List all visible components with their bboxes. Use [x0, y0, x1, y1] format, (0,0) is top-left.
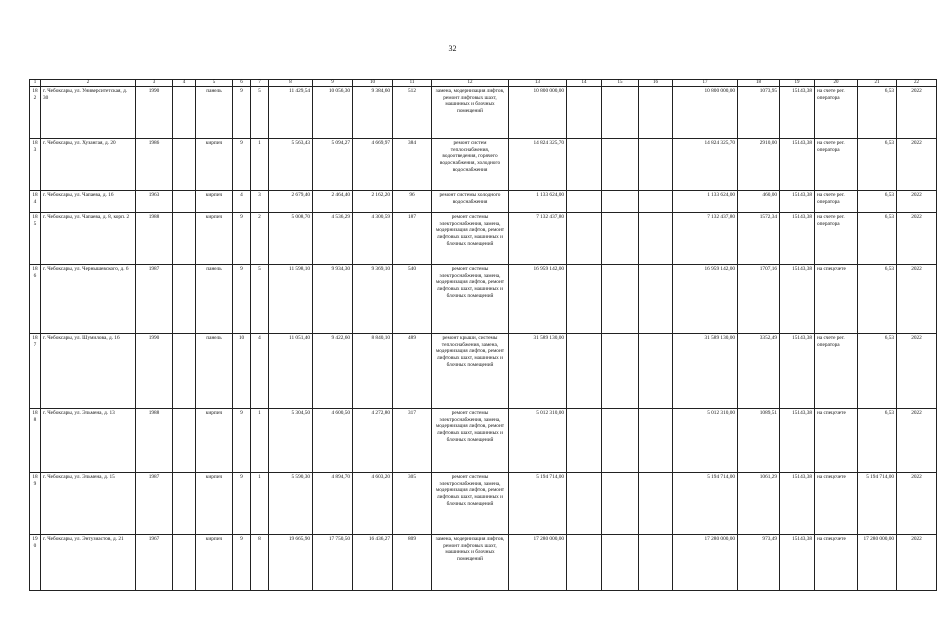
capital-repair-table — [29, 79, 937, 591]
table-cell — [173, 334, 196, 409]
table-cell: 6,53 — [858, 334, 897, 409]
table-cell — [567, 409, 602, 473]
table-cell: 16 436,27 — [353, 535, 393, 591]
table-cell: г. Чебоксары, ул. Университетская, д. 30 — [41, 87, 136, 139]
table-cell: 14 824 325,70 — [509, 139, 567, 191]
column-number: 18 — [738, 80, 780, 87]
table-cell: ремонт системы электроснабжения, замена, модернизация лифтов, ремонт лифтовых шахт, машинных и блочных помещений — [432, 265, 509, 334]
table-cell — [567, 191, 602, 213]
table-cell: 489 — [393, 334, 432, 409]
table-cell: 2022 — [897, 473, 937, 535]
table-cell: 4 600,50 — [313, 409, 353, 473]
table-cell — [602, 409, 639, 473]
table-cell: 9 369,10 — [353, 265, 393, 334]
table-cell: 1707,16 — [738, 265, 780, 334]
table-cell: 7 132 437,80 — [673, 213, 738, 265]
column-number: 7 — [251, 80, 269, 87]
table-cell: 9 — [233, 265, 251, 334]
table-cell: 1 — [251, 473, 269, 535]
table-cell: 15143,38 — [780, 409, 815, 473]
table-cell: 9 — [233, 139, 251, 191]
table-cell: 10 — [233, 334, 251, 409]
column-number: 5 — [196, 80, 233, 87]
table-cell: 9 384,60 — [353, 87, 393, 139]
table-cell — [602, 334, 639, 409]
table-cell: 2 464,40 — [313, 191, 353, 213]
column-number: 19 — [780, 80, 815, 87]
table-cell: 1963 — [136, 191, 173, 213]
column-number: 9 — [313, 80, 353, 87]
table-cell: на счете рег. оператора — [815, 334, 858, 409]
column-number: 12 — [432, 80, 509, 87]
table-cell: 4 — [251, 334, 269, 409]
column-number: 4 — [173, 80, 196, 87]
table-cell: г. Чебоксары, ул. Чапаева, д. 16 — [41, 191, 136, 213]
table-cell — [639, 334, 673, 409]
table-cell: 17 750,50 — [313, 535, 353, 591]
table-cell: на спецсчете — [815, 265, 858, 334]
table-cell: 11 051,40 — [269, 334, 313, 409]
table-cell — [173, 473, 196, 535]
table-cell — [567, 473, 602, 535]
table-cell — [567, 535, 602, 591]
table-cell: 183 — [30, 139, 41, 191]
table-cell: кирпич — [196, 535, 233, 591]
table-cell: г. Чебоксары, ул. Эльмена, д. 13 — [41, 409, 136, 473]
table-cell: 5 194 714,00 — [673, 473, 738, 535]
table-cell: 512 — [393, 87, 432, 139]
table-cell: панель — [196, 265, 233, 334]
table-cell: 5 590,30 — [269, 473, 313, 535]
column-number-row — [30, 80, 937, 87]
table-cell: 973,49 — [738, 535, 780, 591]
table-cell: 460,00 — [738, 191, 780, 213]
table-cell — [567, 334, 602, 409]
table-cell: 9 — [233, 473, 251, 535]
table-cell — [639, 265, 673, 334]
column-number: 20 — [815, 80, 858, 87]
table-cell — [639, 139, 673, 191]
table-cell: 2 162,20 — [353, 191, 393, 213]
table-cell — [567, 87, 602, 139]
column-number: 8 — [269, 80, 313, 87]
column-number: 14 — [567, 80, 602, 87]
table-cell: 1 — [251, 409, 269, 473]
table-cell: 2022 — [897, 535, 937, 591]
table-cell: 4 669,97 — [353, 139, 393, 191]
table-cell: 15143,38 — [780, 265, 815, 334]
table-cell: 1089,51 — [738, 409, 780, 473]
table-cell: 2022 — [897, 334, 937, 409]
table-cell: ремонт системы электроснабжения, замена, модернизация лифтов, ремонт лифтовых шахт, машинных и блочных помещений — [432, 473, 509, 535]
table-cell: 1 133 624,00 — [509, 191, 567, 213]
table-cell — [173, 191, 196, 213]
table-cell: 11 598,10 — [269, 265, 313, 334]
table-row — [30, 139, 937, 191]
table-cell: 6,53 — [858, 213, 897, 265]
table-cell — [173, 213, 196, 265]
table-cell: 189 — [30, 473, 41, 535]
table-cell: 8 840,10 — [353, 334, 393, 409]
column-number: 22 — [897, 80, 937, 87]
table-cell: 809 — [393, 535, 432, 591]
table-cell: 6,53 — [858, 191, 897, 213]
table-cell: 3 — [251, 191, 269, 213]
table-cell — [173, 265, 196, 334]
table-cell: 5 194 714,00 — [858, 473, 897, 535]
column-number: 10 — [353, 80, 393, 87]
table-cell: 4 603,20 — [353, 473, 393, 535]
table-cell: 187 — [30, 334, 41, 409]
table-cell: на счете рег. оператора — [815, 191, 858, 213]
table-cell — [602, 213, 639, 265]
table-cell: 2022 — [897, 139, 937, 191]
column-number: 16 — [639, 80, 673, 87]
table-cell — [639, 213, 673, 265]
table-cell: замена, модернизация лифтов, ремонт лифтовых шахт, машинных и блочных помещений — [432, 535, 509, 591]
table-cell: 10 800 000,00 — [509, 87, 567, 139]
table-cell: 9 422,60 — [313, 334, 353, 409]
table-cell: 305 — [393, 473, 432, 535]
table-cell: кирпич — [196, 473, 233, 535]
table-cell — [639, 473, 673, 535]
table-cell: 4 536,29 — [313, 213, 353, 265]
table-cell: 15143,38 — [780, 334, 815, 409]
table-cell: на счете рег. оператора — [815, 213, 858, 265]
table-cell: 9 — [233, 87, 251, 139]
table-cell: ремонт системы электроснабжения, замена, модернизация лифтов, ремонт лифтовых шахт, машинных и блочных помещений — [432, 213, 509, 265]
table-cell: 3352,49 — [738, 334, 780, 409]
table-cell: 1967 — [136, 535, 173, 591]
column-number: 3 — [136, 80, 173, 87]
table-cell: 1990 — [136, 87, 173, 139]
table-cell: 16 959 142,00 — [509, 265, 567, 334]
table-cell: кирпич — [196, 213, 233, 265]
table-cell: 2 — [251, 213, 269, 265]
table-cell: 5 012 310,00 — [673, 409, 738, 473]
table-cell: 2910,00 — [738, 139, 780, 191]
table-cell: на спецсчете — [815, 473, 858, 535]
table-cell: 1988 — [136, 409, 173, 473]
table-cell: 317 — [393, 409, 432, 473]
table-cell: 9 934,30 — [313, 265, 353, 334]
table-cell: ремонт системы холодного водоснабжения — [432, 191, 509, 213]
table-cell: 31 589 130,00 — [509, 334, 567, 409]
table-cell: 15143,38 — [780, 87, 815, 139]
table-cell — [173, 87, 196, 139]
column-number: 13 — [509, 80, 567, 87]
table-cell: 1572,34 — [738, 213, 780, 265]
column-number: 21 — [858, 80, 897, 87]
table-cell: 15143,38 — [780, 139, 815, 191]
table-cell — [602, 139, 639, 191]
table-cell: 1988 — [136, 213, 173, 265]
table-cell: 4 — [233, 191, 251, 213]
table-cell: ремонт систем теплоснабжения, водоотведения, горячего водоснабжения, холодного водоснабжения — [432, 139, 509, 191]
table-cell: 10 056,30 — [313, 87, 353, 139]
table-cell — [639, 87, 673, 139]
table-cell: 17 280 000,00 — [858, 535, 897, 591]
table-cell — [602, 535, 639, 591]
table-cell: 1990 — [136, 334, 173, 409]
table-cell: кирпич — [196, 139, 233, 191]
table-cell: 2022 — [897, 87, 937, 139]
table-cell — [602, 191, 639, 213]
table-cell: кирпич — [196, 409, 233, 473]
table-cell: панель — [196, 334, 233, 409]
table-row — [30, 191, 937, 213]
table-cell: 7 132 437,80 — [509, 213, 567, 265]
table-cell: 540 — [393, 265, 432, 334]
column-number: 11 — [393, 80, 432, 87]
table-cell: 190 — [30, 535, 41, 591]
table-cell: 9 — [233, 409, 251, 473]
table-cell: 2022 — [897, 265, 937, 334]
table-row — [30, 87, 937, 139]
table-cell: 16 959 142,00 — [673, 265, 738, 334]
table-cell: 188 — [30, 409, 41, 473]
table-cell: 11 429,54 — [269, 87, 313, 139]
table-cell: 6,53 — [858, 139, 897, 191]
table-cell: г. Чебоксары, ул. Эльмена, д. 15 — [41, 473, 136, 535]
table-cell: г. Чебоксары, ул. Чернышевского, д. 6 — [41, 265, 136, 334]
table-cell: ремонт крыши, системы теплоснабжения, замена, модернизация лифтов, ремонт лифтовых шахт, машинных и блочных помещений — [432, 334, 509, 409]
table-cell: 5 012 310,00 — [509, 409, 567, 473]
table-cell: 6,53 — [858, 87, 897, 139]
table-cell: 9 — [233, 535, 251, 591]
table-cell: г. Чебоксары, ул. Шумилова, д. 16 — [41, 334, 136, 409]
table-cell: 1 133 624,00 — [673, 191, 738, 213]
table-cell: 2 679,40 — [269, 191, 313, 213]
table-cell: 5 — [251, 265, 269, 334]
table-cell: 17 280 000,00 — [673, 535, 738, 591]
table-cell: 2022 — [897, 213, 937, 265]
table-cell: 31 589 130,00 — [673, 334, 738, 409]
table-row — [30, 535, 937, 591]
table-cell: 4 894,70 — [313, 473, 353, 535]
table-cell: 5 008,70 — [269, 213, 313, 265]
table-cell: на счете рег. оператора — [815, 139, 858, 191]
table-cell: 5 194 714,00 — [509, 473, 567, 535]
table-cell: панель — [196, 87, 233, 139]
table-cell — [173, 409, 196, 473]
table-cell: 15143,38 — [780, 213, 815, 265]
table-cell: 5 563,43 — [269, 139, 313, 191]
table-cell: 8 — [251, 535, 269, 591]
table-cell: на счете рег. оператора — [815, 87, 858, 139]
table-cell: на спецсчете — [815, 409, 858, 473]
table-cell: 184 — [30, 191, 41, 213]
table-cell: замена, модернизация лифтов, ремонт лифтовых шахт, машинных и блочных помещений — [432, 87, 509, 139]
table-row — [30, 334, 937, 409]
table-cell — [173, 535, 196, 591]
table-cell: 10 800 000,00 — [673, 87, 738, 139]
table-cell: 4 300,59 — [353, 213, 393, 265]
table-cell: 5 — [251, 87, 269, 139]
table-cell: г. Чебоксары, ул. Чапаева, д. 8, корп. 2 — [41, 213, 136, 265]
column-number: 2 — [41, 80, 136, 87]
table-cell: 15143,38 — [780, 191, 815, 213]
page-number: 32 — [448, 44, 457, 53]
table-cell: ремонт системы электроснабжения, замена, модернизация лифтов, ремонт лифтовых шахт, машинных и блочных помещений — [432, 409, 509, 473]
table-cell: 6,53 — [858, 265, 897, 334]
table-cell: 15143,38 — [780, 535, 815, 591]
column-number: 17 — [673, 80, 738, 87]
table-cell: 14 824 325,70 — [673, 139, 738, 191]
table-cell: 384 — [393, 139, 432, 191]
table-cell: 9 — [233, 213, 251, 265]
table-cell — [602, 265, 639, 334]
table-cell: 1061,29 — [738, 473, 780, 535]
table-cell: 185 — [30, 213, 41, 265]
table-cell: 1 — [251, 139, 269, 191]
column-number: 1 — [30, 80, 41, 87]
table-cell: 17 280 000,00 — [509, 535, 567, 591]
table-cell: 1987 — [136, 265, 173, 334]
table-cell: 19 665,90 — [269, 535, 313, 591]
column-number: 6 — [233, 80, 251, 87]
table-cell — [602, 87, 639, 139]
table-cell: на спецсчете — [815, 535, 858, 591]
table-cell — [639, 535, 673, 591]
table-cell: 182 — [30, 87, 41, 139]
table-cell — [567, 139, 602, 191]
table-row — [30, 473, 937, 535]
table-cell — [173, 139, 196, 191]
table-cell: 187 — [393, 213, 432, 265]
table-cell — [639, 191, 673, 213]
table-cell: 2022 — [897, 409, 937, 473]
table-row — [30, 265, 937, 334]
table-cell: кирпич — [196, 191, 233, 213]
table-row — [30, 409, 937, 473]
table-cell: 1986 — [136, 139, 173, 191]
table-cell: 5 304,50 — [269, 409, 313, 473]
table-cell: 186 — [30, 265, 41, 334]
table-cell: 1987 — [136, 473, 173, 535]
table-cell: 2022 — [897, 191, 937, 213]
table-cell: г. Чебоксары, ул. Энтузиастов, д. 21 — [41, 535, 136, 591]
table-row — [30, 213, 937, 265]
table-cell: г. Чебоксары, ул. Хузангая, д. 20 — [41, 139, 136, 191]
table-cell: 4 272,80 — [353, 409, 393, 473]
table-cell: 6,53 — [858, 409, 897, 473]
table-cell — [602, 473, 639, 535]
table-cell — [567, 265, 602, 334]
table-cell: 5 094,27 — [313, 139, 353, 191]
table-cell — [567, 213, 602, 265]
table-cell — [639, 409, 673, 473]
column-number: 15 — [602, 80, 639, 87]
table-cell: 15143,38 — [780, 473, 815, 535]
table-cell: 96 — [393, 191, 432, 213]
table-cell: 1073,95 — [738, 87, 780, 139]
